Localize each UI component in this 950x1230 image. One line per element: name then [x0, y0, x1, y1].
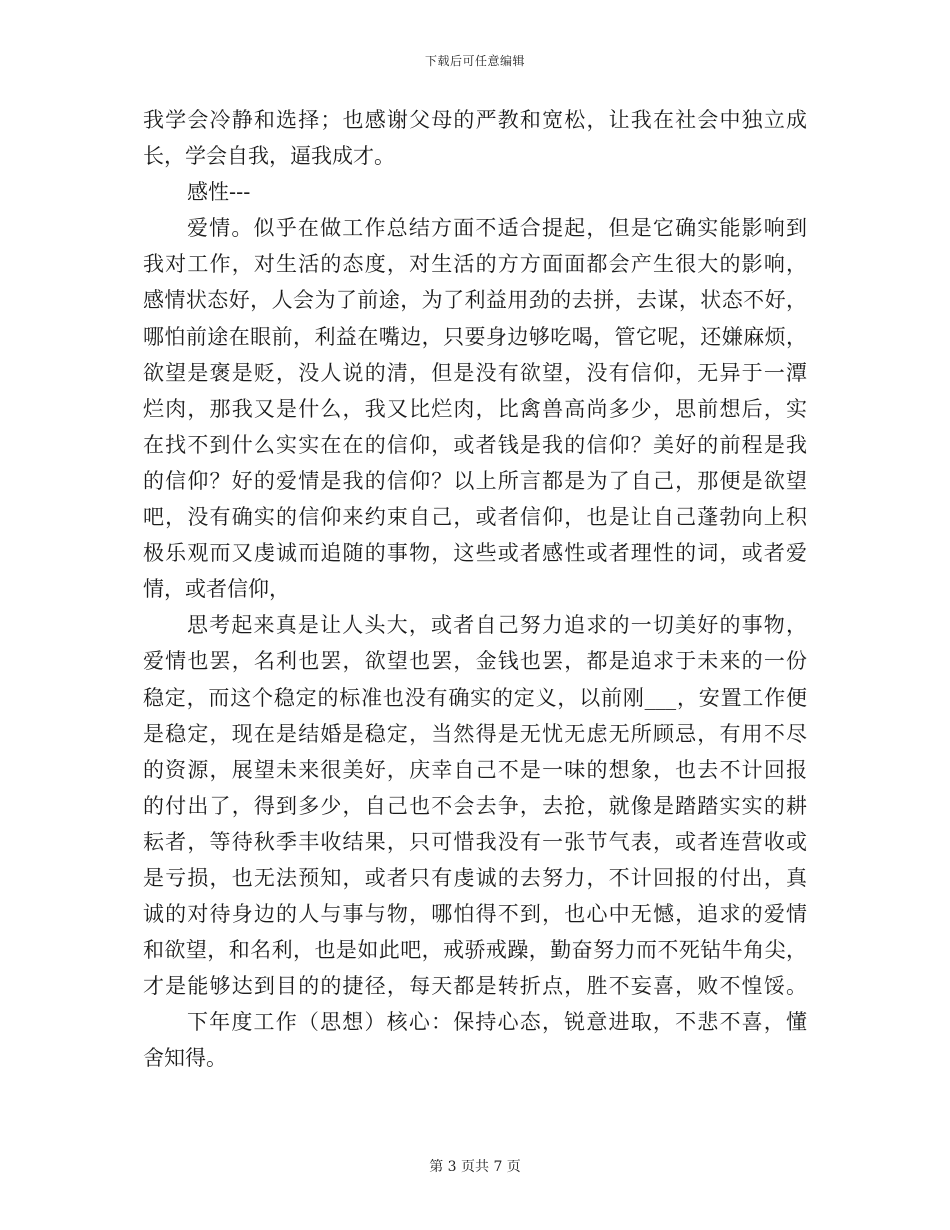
- document-body: [143, 102, 807, 1077]
- text-line: 爱情也罢，名利也罢，欲望也罢，金钱也罢，都是追求于未来的一份: [143, 649, 807, 674]
- text-line: 耘者，等待秋季丰收结果，只可惜我没有一张节气表，或者连营收或: [143, 829, 807, 854]
- text-line: 才是能够达到目的的捷径，每天都是转折点，胜不妄喜，败不惶馁。: [143, 974, 807, 999]
- text-line: 极乐观而又虔诚而追随的事物，这些或者感性或者理性的词，或者爱: [143, 541, 807, 566]
- page-number: 第 3 页共 7 页: [429, 1159, 521, 1175]
- text-line: 思考起来真是让人头大，或者自己努力追求的一切美好的事物，: [187, 613, 807, 638]
- text-line: 感性---: [187, 180, 251, 205]
- text-line: 舍知得。: [143, 1046, 227, 1071]
- text-line: 我对工作，对生活的态度，对生活的方方面面都会产生很大的影响，: [143, 252, 807, 277]
- text-line: 情，或者信仰，: [143, 577, 290, 602]
- text-line: 和欲望，和名利，也是如此吧，戒骄戒躁，勤奋努力而不死钻牛角尖，: [143, 938, 807, 963]
- text-line: 在找不到什么实实在在的信仰，或者钱是我的信仰？美好的前程是我: [143, 432, 807, 457]
- text-line: 的信仰？好的爱情是我的信仰？以上所言都是为了自己，那便是欲望: [143, 468, 807, 493]
- text-line: 是稳定，现在是结婚是稳定，当然得是无忧无虑无所顾忌，有用不尽: [143, 721, 807, 746]
- text-line: 的付出了，得到多少，自己也不会去争，去抢，就像是踏踏实实的耕: [143, 793, 807, 818]
- text-line: 吧，没有确实的信仰来约束自己，或者信仰，也是让自己蓬勃向上积: [143, 505, 807, 530]
- text-line: 欲望是褒是贬，没人说的清，但是没有欲望，没有信仰，无异于一潭: [143, 360, 807, 385]
- text-line: 稳定，而这个稳定的标准也没有确实的定义，以前刚___，安置工作便: [143, 685, 807, 710]
- text-line: 诚的对待身边的人与事与物，哪怕得不到，也心中无憾，追求的爱情: [143, 902, 807, 927]
- text-line: 长，学会自我，逼我成才。: [143, 144, 395, 169]
- text-line: 是亏损，也无法预知，或者只有虔诚的去努力，不计回报的付出，真: [143, 865, 807, 890]
- text-line: 感情状态好，人会为了前途，为了利益用劲的去拼，去谋，状态不好，: [143, 288, 807, 313]
- text-line: 哪怕前途在眼前，利益在嘴边，只要身边够吃喝，管它呢，还嫌麻烦，: [143, 324, 807, 349]
- text-line: 的资源，展望未来很美好，庆幸自己不是一味的想象，也去不计回报: [143, 757, 807, 782]
- text-line: 爱情。似乎在做工作总结方面不适合提起，但是它确实能影响到: [187, 216, 807, 241]
- text-line: 我学会冷静和选择；也感谢父母的严教和宽松，让我在社会中独立成: [143, 108, 807, 132]
- page-header: 下载后可任意编辑: [424, 54, 525, 68]
- text-line: 烂肉，那我又是什么，我又比烂肉，比禽兽高尚多少，思前想后，实: [143, 396, 807, 421]
- text-line: 下年度工作（思想）核心：保持心态，锐意进取，不悲不喜，懂: [187, 1010, 807, 1035]
